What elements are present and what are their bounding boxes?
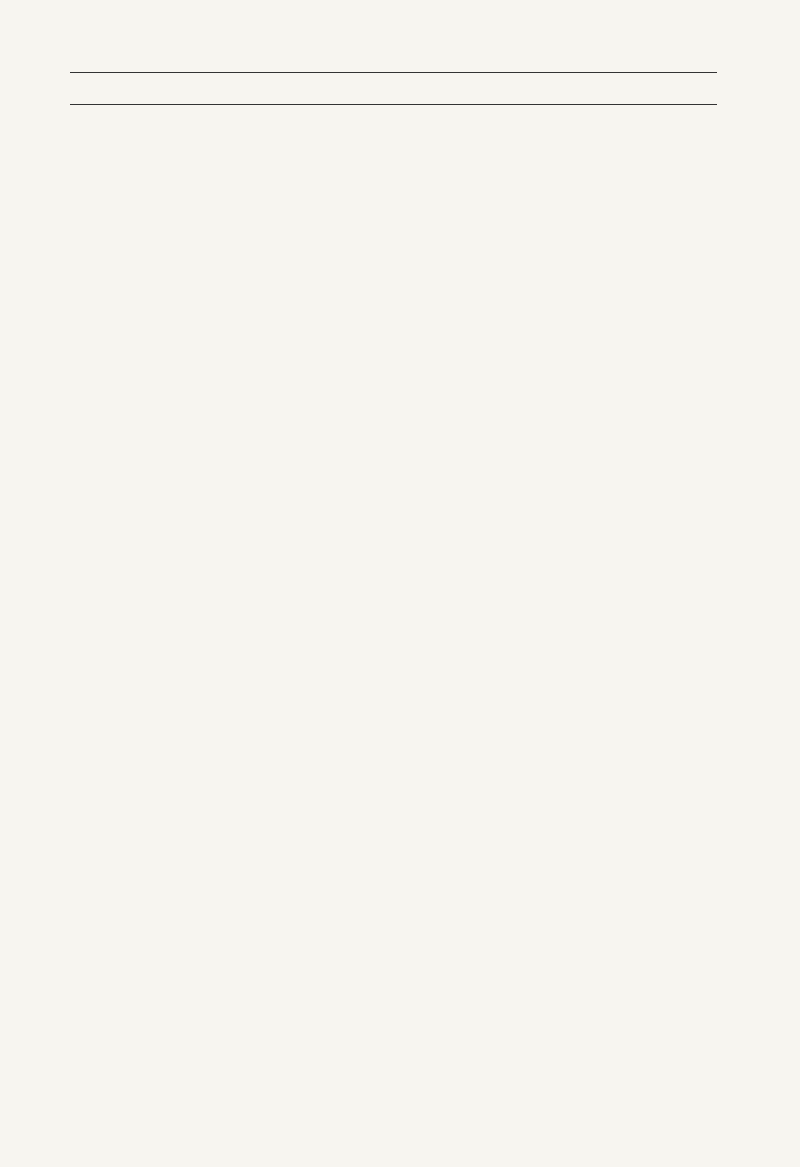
- table-header: [0, 80, 800, 98]
- header-rule-top: [70, 72, 717, 73]
- header-rule-bottom: [70, 104, 717, 105]
